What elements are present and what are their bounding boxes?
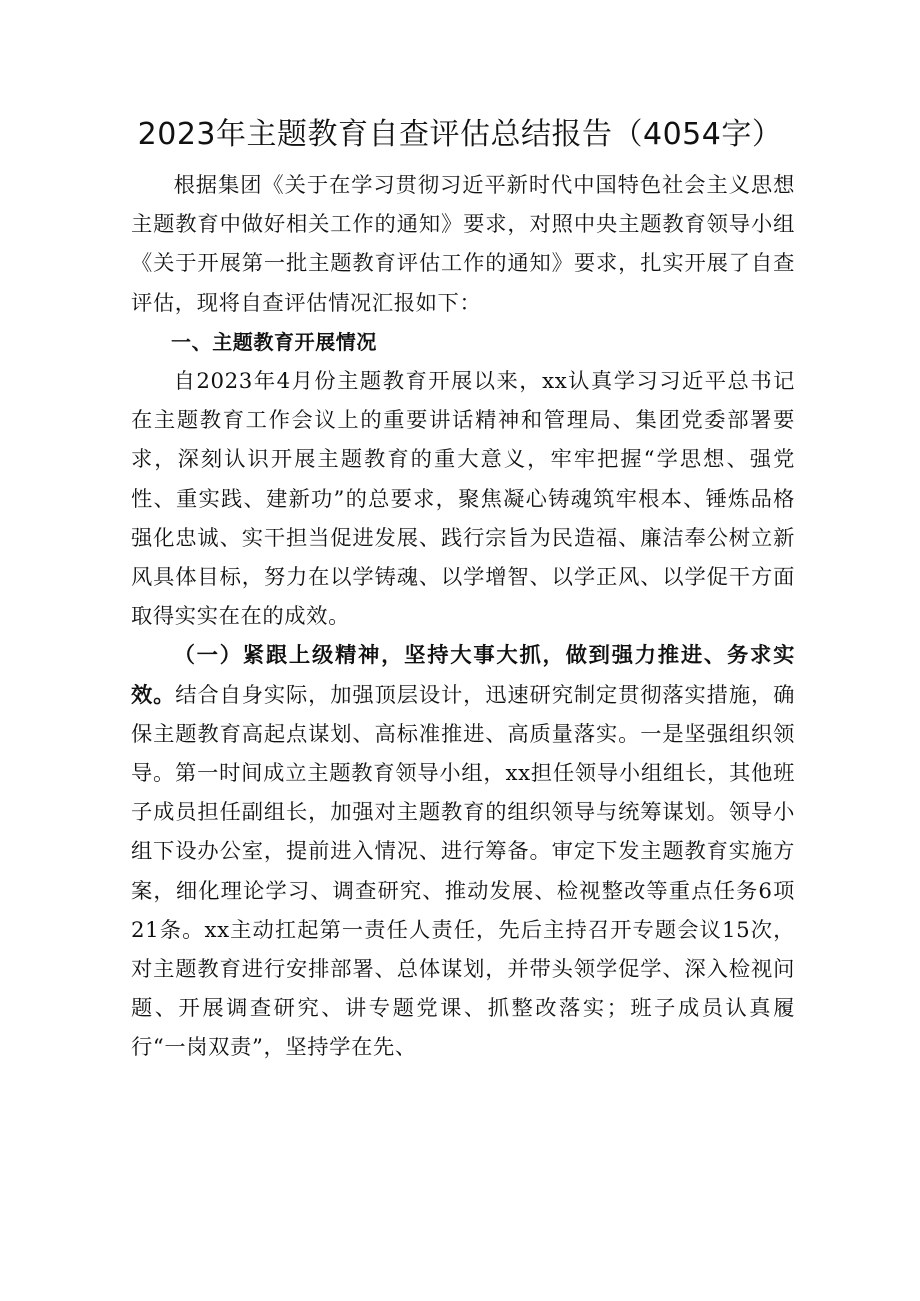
document-title: 2023年主题教育自查评估总结报告（4054字） — [137, 117, 783, 152]
intro-paragraph: 根据集团《关于在学习贯彻习近平新时代中国特色社会主义思想主题教育中做好相关工作的通知》要求，对照中央主题教育领导小组《关于开展第一批主题教育评估工作的通知》要求，扎实开展了自查评估，现将自查评估情况汇报如下： — [131, 173, 795, 316]
subsection-paragraph — [131, 636, 795, 1067]
subsection-text: 结合自身实际，加强顶层设计，迅速研究制定贯彻落实措施，确保主题教育高起点谋划、高标准推进、高质量落实。一是坚强组织领导。第一时间成立主题教育领导小组，xx担任领导小组组长，其他班子成员担任副组长，加强对主题教育的组织领导与统筹谋划。领导小组下设办公室，提前进入情况、进行筹备。审定下发主题教育实施方案，细化理论学习、调查研究、推动发展、检视整改等重点任务6项21条。xx主动扛起第一责任人责任，先后主持召开专题会议15次，对主题教育进行安排部署、总体谋划，并带头领学促学、深入检视问题、开展调查研究、讲专题党课、抓整改落实；班子成员认真履行“一岗双责”，坚持学在先、 — [131, 682, 796, 1061]
subsection-lead: （一）紧跟上级精神，坚持大事大抓，做到强力推进、务求实效。 — [131, 643, 795, 708]
document-body — [131, 166, 795, 1068]
section-paragraph: 自2023年4月份主题教育开展以来，xx认真学习习近平总书记在主题教育工作会议上的重要讲话精神和管理局、集团党委部署要求，深刻认识开展主题教育的重大意义，牢牢把握“学思想、强党性、重实践、建新功”的总要求，聚焦凝心铸魂筑牢根本、锤炼品格强化忠诚、实干担当促进发展、践行宗旨为民造福、廉洁奉公树立新风具体目标，努力在以学铸魂、以学增智、以学正风、以学促干方面取得实实在在的成效。 — [131, 369, 795, 630]
section-heading: 一、主题教育开展情况 — [171, 329, 377, 354]
